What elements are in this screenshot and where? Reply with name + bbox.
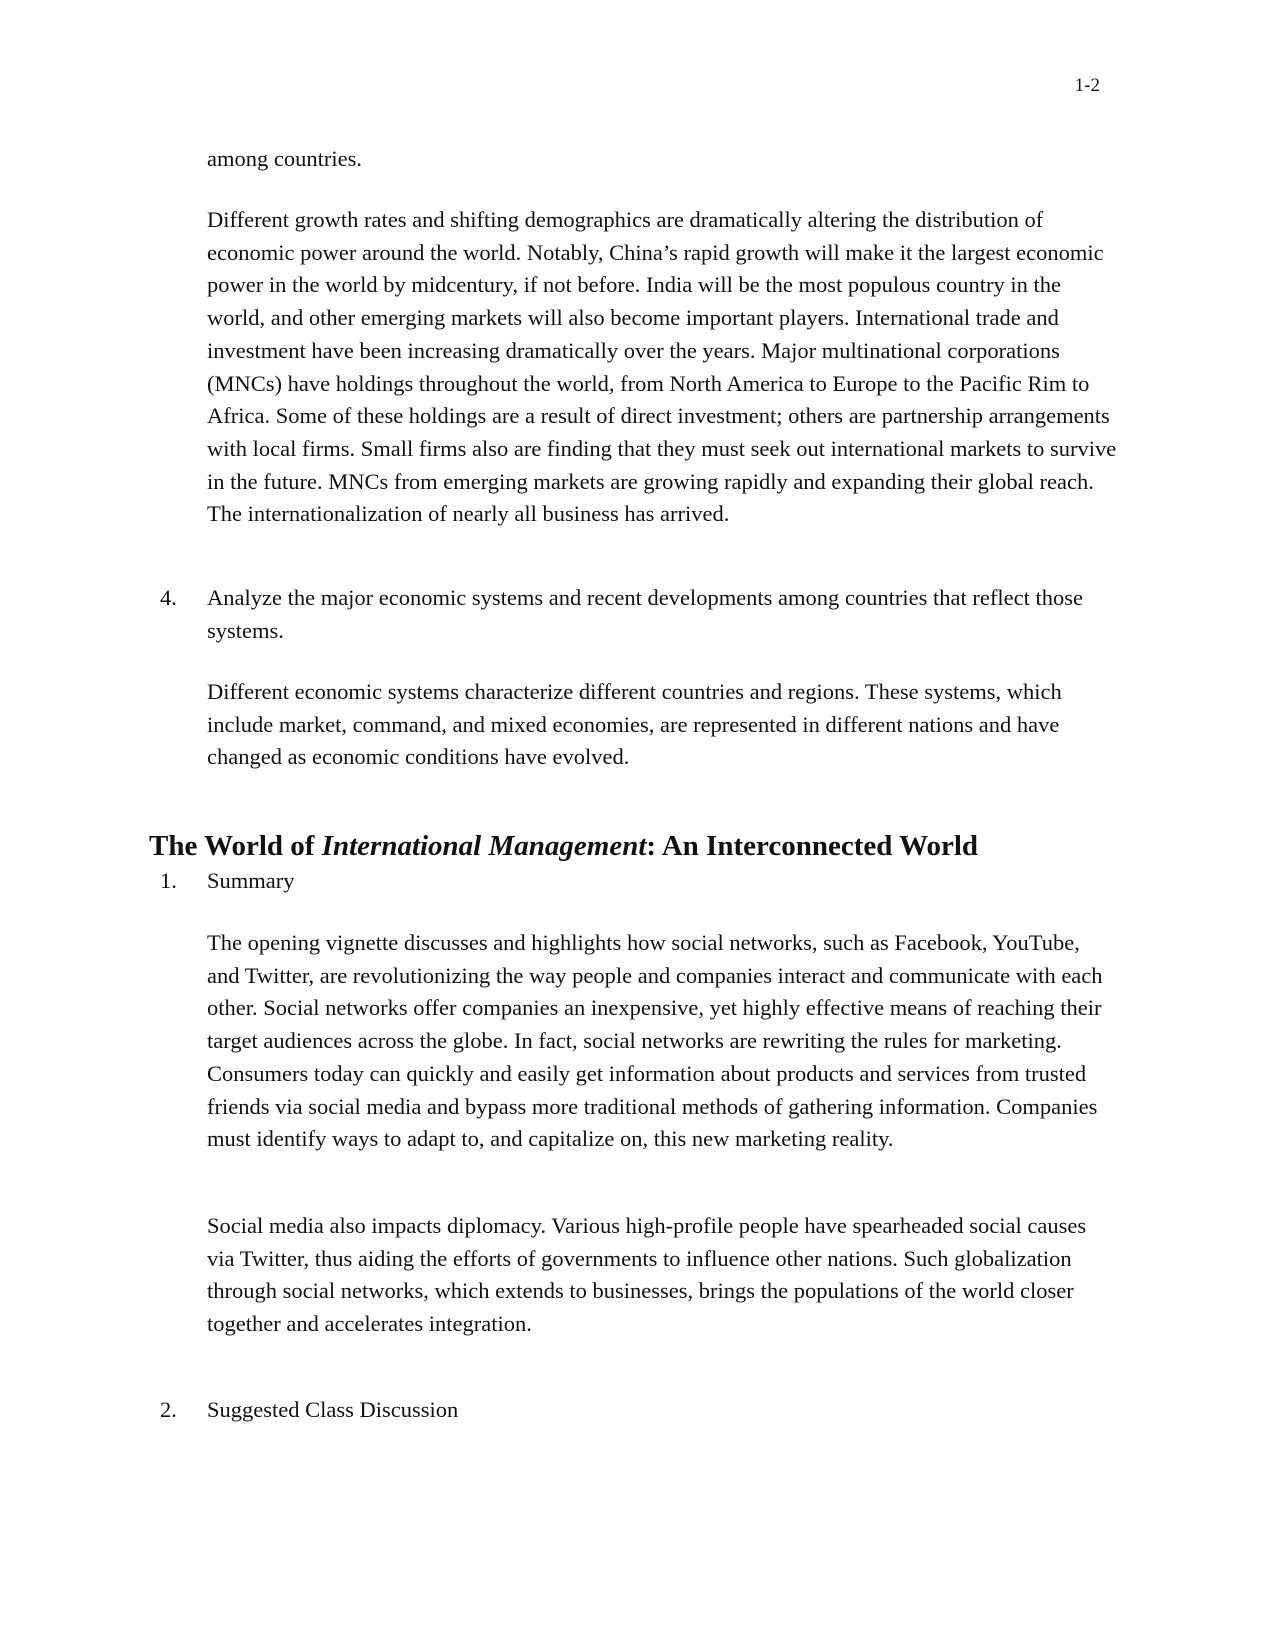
page-number: 1-2 bbox=[1074, 75, 1100, 96]
list-number-4: 4. bbox=[160, 585, 177, 610]
list-item-2-text: Suggested Class Discussion bbox=[207, 1397, 459, 1422]
list-number-1: 1. bbox=[160, 868, 177, 893]
continuation-text: among countries. bbox=[207, 146, 362, 171]
list-item-1-text: Summary bbox=[207, 868, 295, 893]
section-heading bbox=[149, 828, 1149, 864]
paragraph-summary: The opening vignette discusses and highlights how social networks, such as Facebook, YouTube, and Twitter, are revolutionizing the way people and companies interact and communicate with each other. Social networks offer companies an inexpensive, yet highly effective means of reaching their target audiences across the globe. In fact, social networks are rewriting the rules for marketing. Consumers today can quickly and easily get information about products and services from trusted friends via social media and bypass more traditional methods of gathering information. Companies must identify ways to adapt to, and capitalize on, this new marketing reality. bbox=[207, 930, 1103, 1152]
paragraph-diplomacy: Social media also impacts diplomacy. Various high-profile people have spearheaded social causes via Twitter, thus aiding the efforts of governments to influence other nations. Such globalization through social networks, which extends to businesses, brings the populations of the world closer together and accelerates integration. bbox=[207, 1213, 1087, 1337]
heading-part-2: : An Interconnected World bbox=[646, 830, 979, 862]
heading-part-1: The World of bbox=[149, 830, 322, 862]
paragraph-economic-systems: Different economic systems characterize different countries and regions. These systems, which include market, command, and mixed economies, are represented in different nations and have changed as economic conditions have evolved. bbox=[207, 679, 1062, 770]
list-item-4-text: Analyze the major economic systems and recent developments among countries that reflect those systems. bbox=[207, 585, 1083, 643]
heading-italic-title: International Management bbox=[321, 830, 647, 862]
paragraph-economic-power: Different growth rates and shifting demographics are dramatically altering the distribution of economic power around the world. Notably, China’s rapid growth will make it the largest economic power in the world by midcentury, if not before. India will be the most populous country in the world, and other emerging markets will also become important players. International trade and investment have been increasing dramatically over the years. Major multinational corporations (MNCs) have holdings throughout the world, from North America to Europe to the Pacific Rim to Africa. Some of these holdings are a result of direct investment; others are partnership arrangements with local firms. Small firms also are finding that they must seek out international markets to survive in the future. MNCs from emerging markets are growing rapidly and expanding their global reach. The internationalization of nearly all business has arrived. bbox=[207, 207, 1117, 527]
list-number-2: 2. bbox=[160, 1397, 177, 1422]
